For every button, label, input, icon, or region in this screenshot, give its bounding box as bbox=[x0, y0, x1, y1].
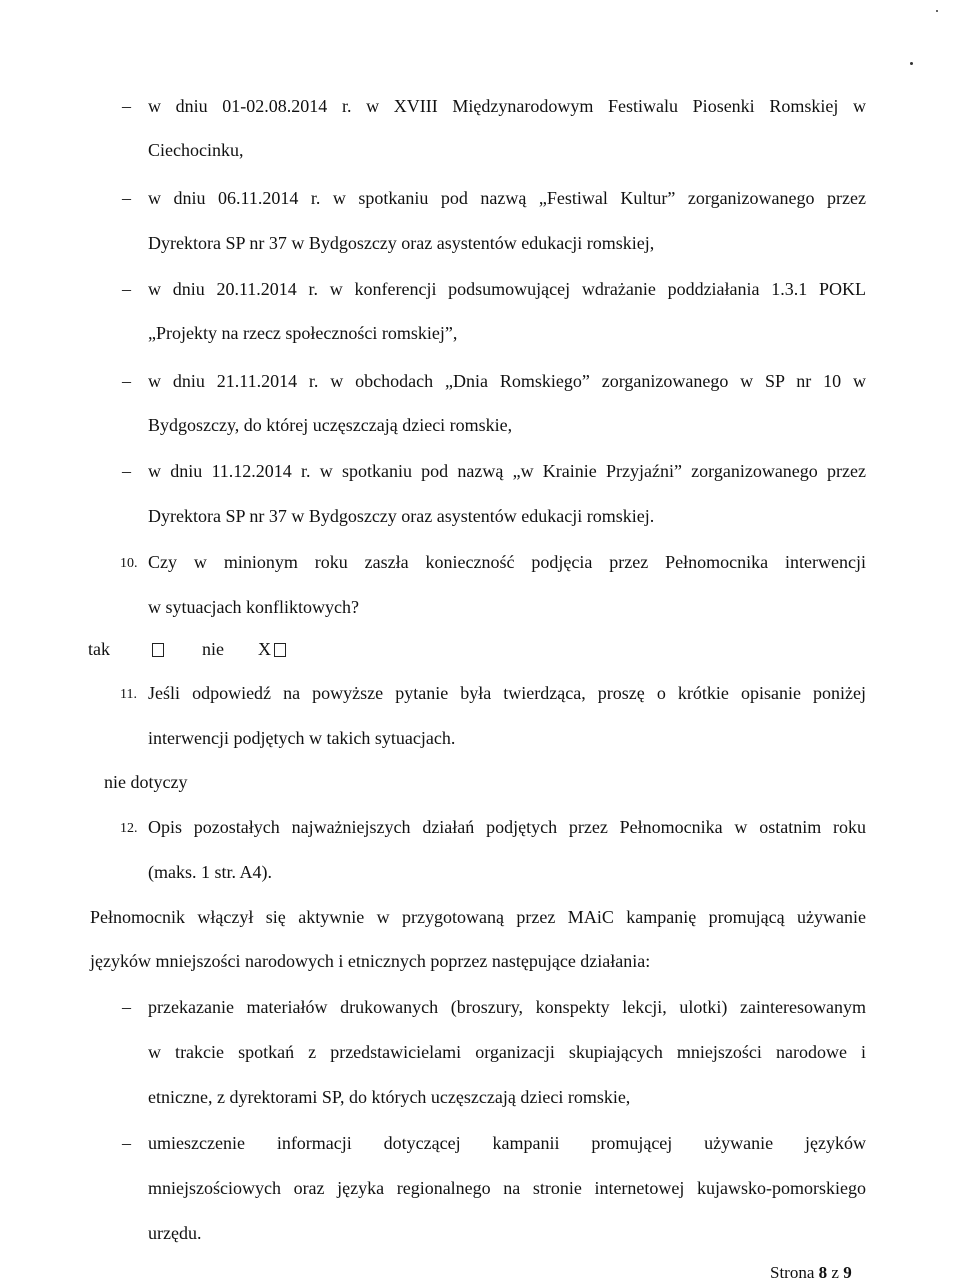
bullet-5-line-1: w dniu 11.12.2014 r. w spotkaniu pod nazwą „w Krainie Przyjaźni” zorganizowanego przez bbox=[148, 461, 866, 481]
question-10-line-1: Czy w minionym roku zaszła konieczność podjęcia przez Pełnomocnika interwencji bbox=[148, 552, 866, 572]
page-current: 8 bbox=[818, 1263, 828, 1282]
bullet-dash: – bbox=[122, 997, 131, 1017]
scan-speck bbox=[910, 62, 913, 65]
answer-11-text: nie dotyczy bbox=[104, 772, 188, 792]
bottom-bullet-2-line-2: mniejszościowych oraz języka regionalnego na stronie internetowej kujawsko-pomorskiego bbox=[148, 1178, 866, 1198]
scan-speck bbox=[936, 10, 938, 12]
bottom-bullet-2-line-3: urzędu. bbox=[148, 1223, 202, 1243]
question-12-number: 12. bbox=[120, 821, 138, 836]
bottom-bullet-1-line-3: etniczne, z dyrektorami SP, do których uczęszczają dzieci romskie, bbox=[148, 1087, 631, 1107]
bullet-1-line-1: w dniu 01-02.08.2014 r. w XVIII Międzynarodowym Festiwalu Piosenki Romskiej w bbox=[148, 96, 866, 116]
bullet-dash: – bbox=[122, 188, 131, 208]
question-11-line-2: interwencji podjętych w takich sytuacjach. bbox=[148, 728, 456, 748]
answer-x-mark: X bbox=[258, 639, 271, 659]
answer-nie-label: nie bbox=[202, 639, 224, 659]
question-11-line-1: Jeśli odpowiedź na powyższe pytanie była twierdząca, proszę o krótkie opisanie poniżej bbox=[148, 683, 866, 703]
checkbox-tak[interactable] bbox=[152, 643, 164, 657]
bullet-dash: – bbox=[122, 371, 131, 391]
bottom-bullet-1-line-1: przekazanie materiałów drukowanych (broszury, konspekty lekcji, ulotki) zainteresowanym bbox=[148, 997, 866, 1017]
paragraph-line-1: Pełnomocnik włączył się aktywnie w przygotowaną przez MAiC kampanię promującą używanie bbox=[90, 907, 866, 927]
bullet-4-line-1: w dniu 21.11.2014 r. w obchodach „Dnia Romskiego” zorganizowanego w SP nr 10 w bbox=[148, 371, 866, 391]
page-total: 9 bbox=[843, 1263, 852, 1282]
bullet-dash: – bbox=[122, 1133, 131, 1153]
bullet-2-line-1: w dniu 06.11.2014 r. w spotkaniu pod nazwą „Festiwal Kultur” zorganizowanego przez bbox=[148, 188, 866, 208]
bottom-bullet-2-line-1: umieszczenie informacji dotyczącej kampanii promującej używanie języków bbox=[148, 1133, 866, 1153]
page-number bbox=[770, 1262, 852, 1284]
bullet-4-line-2: Bydgoszczy, do której uczęszczają dzieci romskie, bbox=[148, 415, 513, 435]
bullet-dash: – bbox=[122, 461, 131, 481]
question-12-line-1: Opis pozostałych najważniejszych działań podjętych przez Pełnomocnika w ostatnim roku bbox=[148, 817, 866, 837]
bottom-bullet-1-line-2: w trakcie spotkań z przedstawicielami organizacji skupiających mniejszości narodowe i bbox=[148, 1042, 866, 1062]
bullet-3-line-2: „Projekty na rzecz społeczności romskiej”, bbox=[148, 323, 458, 343]
question-12-line-2: (maks. 1 str. A4). bbox=[148, 862, 272, 882]
question-11-number: 11. bbox=[120, 687, 137, 702]
bullet-2-line-2: Dyrektora SP nr 37 w Bydgoszczy oraz asystentów edukacji romskiej, bbox=[148, 233, 655, 253]
question-10-line-2: w sytuacjach konfliktowych? bbox=[148, 597, 359, 617]
bullet-1-line-2: Ciechocinku, bbox=[148, 140, 244, 160]
bullet-3-line-1: w dniu 20.11.2014 r. w konferencji podsumowującej wdrażanie poddziałania 1.3.1 POKL bbox=[148, 279, 866, 299]
page-label: Strona bbox=[770, 1263, 815, 1282]
paragraph-line-2: języków mniejszości narodowych i etnicznych poprzez następujące działania: bbox=[90, 951, 651, 971]
bullet-5-line-2: Dyrektora SP nr 37 w Bydgoszczy oraz asystentów edukacji romskiej. bbox=[148, 506, 655, 526]
page-sep: z bbox=[831, 1263, 839, 1282]
bullet-dash: – bbox=[122, 96, 131, 116]
checkbox-nie[interactable] bbox=[274, 643, 286, 657]
answer-tak-label: tak bbox=[88, 639, 110, 659]
bullet-dash: – bbox=[122, 279, 131, 299]
question-10-number: 10. bbox=[120, 556, 138, 571]
